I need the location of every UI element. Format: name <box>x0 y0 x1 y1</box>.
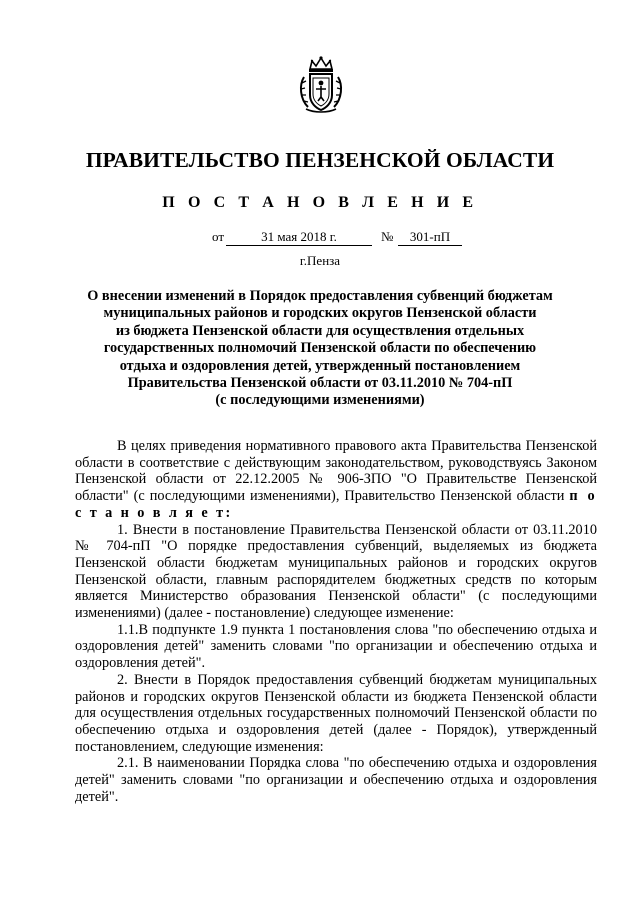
item-2: 2. Внести в Порядок предоставления субвенций бюджетам муниципальных районов и городских округов Пензенской области из бюджета Пензенской области для осуществления отдельных государственных полномочий Пензенской области по обеспечению отдыха и оздоровления детей (далее - Порядок), утвержденный постановлением, следующие изменения: <box>75 671 597 755</box>
subject-line: (с последующими изменениями) <box>215 392 425 409</box>
subject-line: муниципальных районов и городских округов Пензенской области <box>103 305 537 322</box>
item-2-1: 2.1. В наименовании Порядка слова "по обеспечению отдыха и оздоровления детей" заменить словами "по организации и обеспечению отдыха и оздоровления детей". <box>75 755 597 805</box>
preamble-text: В целях приведения нормативного правового акта Правительства Пензенской области в соответствие с действующим законодательством, руководствуясь Законом Пензенской области от 22.12.2005 № 906-ЗПО "О Правительстве Пензенской области" (с последующими изменениями), Правительство Пензенской области <box>75 438 597 505</box>
date-prefix: от <box>212 229 225 244</box>
resolves-word: п о с т а н о в л я е т: <box>75 488 597 521</box>
document-type: П О С Т А Н О В Л Е Н И Е <box>162 194 478 211</box>
subject-heading <box>40 288 600 410</box>
document-body <box>75 438 597 805</box>
number-underline <box>398 245 462 246</box>
date-underline <box>226 245 372 246</box>
item-1-1: 1.1.В подпункте 1.9 пункта 1 постановления слова "по обеспечению отдыха и оздоровления детей" заменить словами "по организации и обеспечению отдыха и оздоровления детей". <box>75 621 597 672</box>
document-number: 301-пП <box>409 229 451 244</box>
government-title: ПРАВИТЕЛЬСТВО ПЕНЗЕНСКОЙ ОБЛАСТИ <box>85 148 555 172</box>
subject-line: О внесении изменений в Порядок предоставления субвенций бюджетам <box>87 288 553 304</box>
item-1: 1. Внести в постановление Правительства Пензенской области от 03.11.2010 № 704-пП "О порядке предоставления субвенций, выделяемых из бюджета Пензенской области бюджетам муниципальных районов и городских округов Пензенской области, главным распорядителем бюджетных средств по которым является Министерство образования Пензенской области" (с последующими изменениями) (далее - постановление) следующее изменение: <box>75 521 597 622</box>
preamble-paragraph <box>75 438 597 522</box>
subject-line: отдыха и оздоровления детей, утвержденный постановлением <box>119 357 521 374</box>
city: г.Пенза <box>299 253 341 268</box>
subject-line: из бюджета Пензенской области для осуществления отдельных <box>115 322 525 339</box>
number-prefix: № <box>381 229 394 244</box>
subject-line: Правительства Пензенской области от 03.11.2010 № 704-пП <box>127 375 513 392</box>
coat-of-arms-emblem <box>296 55 346 115</box>
subject-line: государственных полномочий Пензенской области по обеспечению <box>103 340 537 357</box>
document-date: 31 мая 2018 г. <box>261 229 337 244</box>
